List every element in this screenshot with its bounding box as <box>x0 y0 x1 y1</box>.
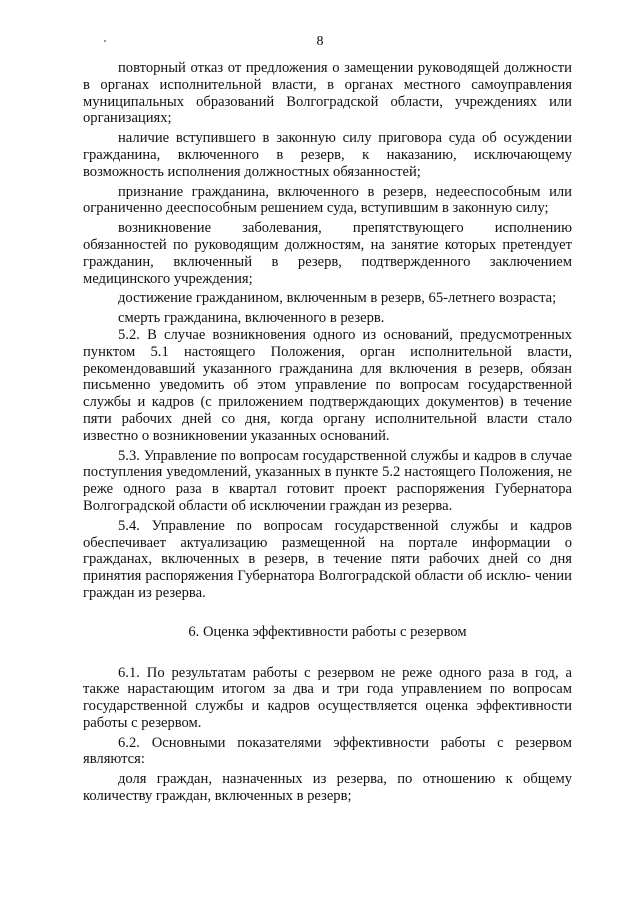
scan-speck <box>104 40 106 42</box>
paragraph-5-2: 5.2. В случае возникновения одного из оснований, предусмотренных пунктом 5.1 настоящего Положения, орган исполнительной власти, рекомендовавший указанного гражданина для включения в резерв, обязан письменно уведомить об этом управление по вопросам государственной службы и кадров (с приложением подтверждающих документов) в течение пяти рабочих дней со дня, когда органу исполнительной власти стало известно о возникновении указанных оснований. <box>83 326 572 444</box>
paragraph-5-4: 5.4. Управление по вопросам государственной службы и кадров обеспечивает актуализацию размещенной на портале информации о гражданах, включенных в резерв, в течение пяти рабочих дней со дня принятия распоряжения Губернатора Волгоградской области об исклю- чении граждан из резерва. <box>83 517 572 601</box>
paragraph: признание гражданина, включенного в резерв, недееспособным или ограниченно дееспособным решением суда, вступившим в законную силу; <box>83 183 572 217</box>
section-heading: 6. Оценка эффективности работы с резервом <box>188 623 467 640</box>
paragraph: достижение гражданином, включенным в резерв, 65-летнего возраста; <box>118 290 557 307</box>
paragraph: повторный отказ от предложения о замещении руководящей должности в органах исполнительной власти, в органах местного самоуправления муниципальных образований Волгоградской области, учреждениях или организациях; <box>83 60 572 127</box>
paragraph: наличие вступившего в законную силу приговора суда об осуждении гражданина, включенного в резерв, к наказанию, исключающему возможность исполнения должностных обязанностей; <box>83 130 572 180</box>
paragraph: возникновение заболевания, препятствующего исполнению обязанностей по руководящим должностям, на занятие которых претендует гражданин, включенный в резерв, подтвержденного заключением медицинского учреждения; <box>83 220 572 287</box>
paragraph-6-1: 6.1. По результатам работы с резервом не реже одного раза в год, а также нарастающим итогом за два и три года управлением по вопросам государственной службы и кадров осуществляется оценка эффективности работы с резервом. <box>83 664 572 731</box>
paragraph-6-2: 6.2. Основными показателями эффективности работы с резервом являются: <box>83 734 572 768</box>
page-number: 8 <box>316 34 324 49</box>
document-body <box>83 60 572 805</box>
paragraph: смерть гражданина, включенного в резерв. <box>118 310 385 327</box>
paragraph-5-3: 5.3. Управление по вопросам государственной службы и кадров в случае поступления уведомлений, указанных в пункте 5.2 настоящего Положения, не реже одного раза в квартал готовит проект распоряжения Губернатора Волгоградской области об исключении граждан из резерва. <box>83 447 572 514</box>
paragraph: доля граждан, назначенных из резерва, по отношению к общему количеству граждан, включенных в резерв; <box>83 771 572 805</box>
